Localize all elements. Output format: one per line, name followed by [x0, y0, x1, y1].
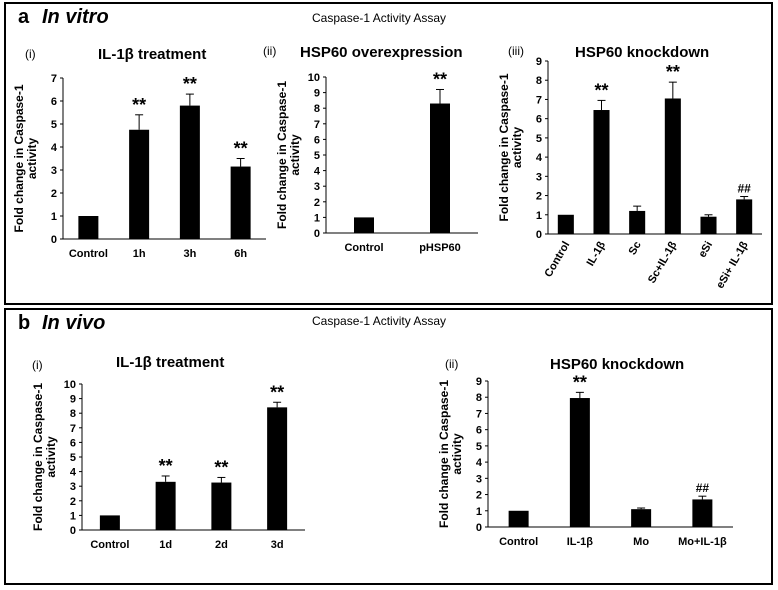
y-tick-label: 4	[475, 457, 482, 470]
significance-label: **	[182, 74, 197, 95]
significance-label: **	[132, 94, 147, 115]
x-tick-label: eSi	[696, 239, 716, 260]
y-tick-label: 7	[535, 94, 542, 107]
panel-letter: b	[18, 312, 31, 334]
y-tick-label: 7	[475, 408, 482, 421]
x-tick-label: Sc	[626, 239, 644, 258]
x-tick-label: Control	[344, 242, 384, 254]
bar	[692, 499, 712, 527]
chart-panel-label: (iii)	[508, 44, 524, 58]
chart-title: IL-1β treatment	[98, 46, 207, 63]
x-tick-label: Control	[68, 248, 108, 260]
y-tick-label: 3	[69, 481, 76, 494]
chart-panel-label: (ii)	[263, 44, 277, 58]
y-tick-label: 2	[535, 190, 542, 203]
y-axis-title-line: Fold change in Caspase-1	[437, 379, 451, 529]
y-tick-label: 9	[535, 56, 542, 68]
y-tick-label: 1	[313, 212, 320, 225]
y-tick-label: 3	[535, 171, 542, 184]
x-tick-label: Mo	[633, 536, 650, 548]
y-tick-label: 5	[475, 440, 482, 453]
y-tick-label: 8	[535, 75, 542, 88]
y-tick-label: 5	[69, 452, 76, 464]
chart-title: IL-1β treatment	[116, 354, 225, 371]
y-tick-label: 4	[313, 165, 320, 178]
y-tick-label: 6	[50, 96, 57, 108]
x-tick-label: 6h	[234, 248, 248, 260]
y-axis-title-line: activity	[450, 433, 464, 475]
y-axis-title-line: activity	[44, 436, 58, 478]
significance-label: **	[214, 457, 229, 478]
x-tick-label: IL-1β	[566, 536, 594, 548]
y-tick-label: 2	[69, 495, 76, 508]
significance-label: ##	[695, 481, 710, 496]
y-tick-label: 5	[313, 150, 320, 162]
y-tick-label: 5	[535, 132, 542, 145]
y-axis-title-line: activity	[510, 126, 524, 169]
significance-label: **	[233, 138, 248, 159]
y-tick-label: 4	[69, 466, 76, 479]
y-tick-label: 0	[50, 234, 57, 246]
significance-label: **	[594, 80, 609, 101]
y-tick-label: 0	[313, 228, 320, 240]
y-tick-label: 7	[69, 422, 76, 435]
y-tick-label: 8	[313, 103, 320, 116]
assay-title: Caspase-1 Activity Assay	[312, 314, 447, 328]
y-tick-label: 6	[69, 437, 76, 450]
bar	[509, 511, 529, 527]
y-tick-label: 3	[475, 473, 482, 486]
y-axis-title-line: activity	[288, 134, 302, 176]
y-axis-title-line: Fold change in Caspase-1	[275, 80, 289, 230]
x-tick-label: Control	[542, 239, 573, 280]
y-tick-label: 8	[475, 392, 482, 405]
significance-label: **	[432, 69, 448, 90]
y-tick-label: 1	[535, 209, 542, 222]
significance-label: **	[158, 455, 173, 476]
y-tick-label: 2	[50, 188, 57, 200]
x-tick-label: 3d	[270, 539, 284, 551]
x-tick-label: 1d	[159, 539, 173, 551]
y-tick-label: 1	[69, 510, 76, 523]
significance-label: **	[665, 62, 680, 83]
y-tick-label: 8	[69, 408, 76, 421]
y-tick-label: 7	[313, 118, 320, 131]
y-tick-label: 9	[313, 87, 320, 100]
x-tick-label: Mo+IL-1β	[678, 536, 727, 548]
assay-title: Caspase-1 Activity Assay	[312, 11, 447, 25]
y-tick-label: 10	[63, 379, 76, 391]
panel-condition: In vitro	[42, 6, 109, 28]
y-axis-title-line: activity	[25, 137, 39, 180]
x-tick-label: pHSP60	[419, 242, 461, 254]
x-tick-label: Control	[90, 539, 130, 551]
y-tick-label: 2	[475, 489, 482, 502]
y-tick-label: 6	[535, 113, 542, 126]
x-tick-label: eSi+ IL-1β	[714, 239, 751, 291]
y-tick-label: 2	[313, 196, 320, 209]
bar	[570, 398, 590, 527]
y-tick-label: 1	[50, 211, 57, 223]
chart-title: HSP60 knockdown	[575, 44, 710, 61]
significance-label: ##	[737, 181, 751, 196]
y-tick-label: 9	[475, 376, 482, 388]
x-tick-label: 2d	[214, 539, 228, 551]
y-tick-label: 5	[50, 119, 57, 131]
y-tick-label: 4	[535, 152, 542, 165]
significance-label: **	[572, 372, 587, 393]
x-tick-label: 1h	[132, 248, 146, 260]
chart-title: HSP60 knockdown	[550, 356, 685, 373]
y-axis-title	[437, 380, 464, 528]
y-tick-label: 6	[313, 134, 320, 147]
x-tick-label: Sc+IL-1β	[645, 239, 680, 286]
y-tick-label: 0	[69, 525, 76, 537]
y-tick-label: 1	[475, 505, 482, 518]
bar	[631, 509, 651, 527]
x-tick-label: Control	[499, 536, 539, 548]
chart-panel-label: (i)	[32, 358, 43, 372]
y-tick-label: 0	[535, 229, 542, 241]
x-tick-label: IL-1β	[584, 239, 609, 269]
chart-panel-label: (i)	[25, 47, 36, 61]
y-axis-title-line: Fold change in Caspase-1	[31, 382, 45, 532]
x-tick-label: 3h	[183, 248, 197, 260]
y-axis-title-line: Fold change in Caspase-1	[497, 73, 511, 222]
y-axis-title-line: Fold change in Caspase-1	[12, 84, 26, 233]
chart-title: HSP60 overexpression	[300, 44, 463, 61]
y-tick-label: 4	[50, 142, 57, 154]
y-tick-label: 10	[307, 72, 320, 84]
y-tick-label: 3	[313, 181, 320, 194]
panel-letter: a	[18, 6, 30, 28]
panel-condition: In vivo	[42, 312, 106, 334]
y-tick-label: 9	[69, 393, 76, 406]
chart-panel-label: (ii)	[445, 357, 459, 371]
y-tick-label: 7	[50, 73, 57, 85]
y-tick-label: 3	[50, 165, 57, 177]
y-tick-label: 0	[475, 522, 482, 534]
y-tick-label: 6	[475, 424, 482, 437]
significance-label: **	[270, 382, 285, 403]
